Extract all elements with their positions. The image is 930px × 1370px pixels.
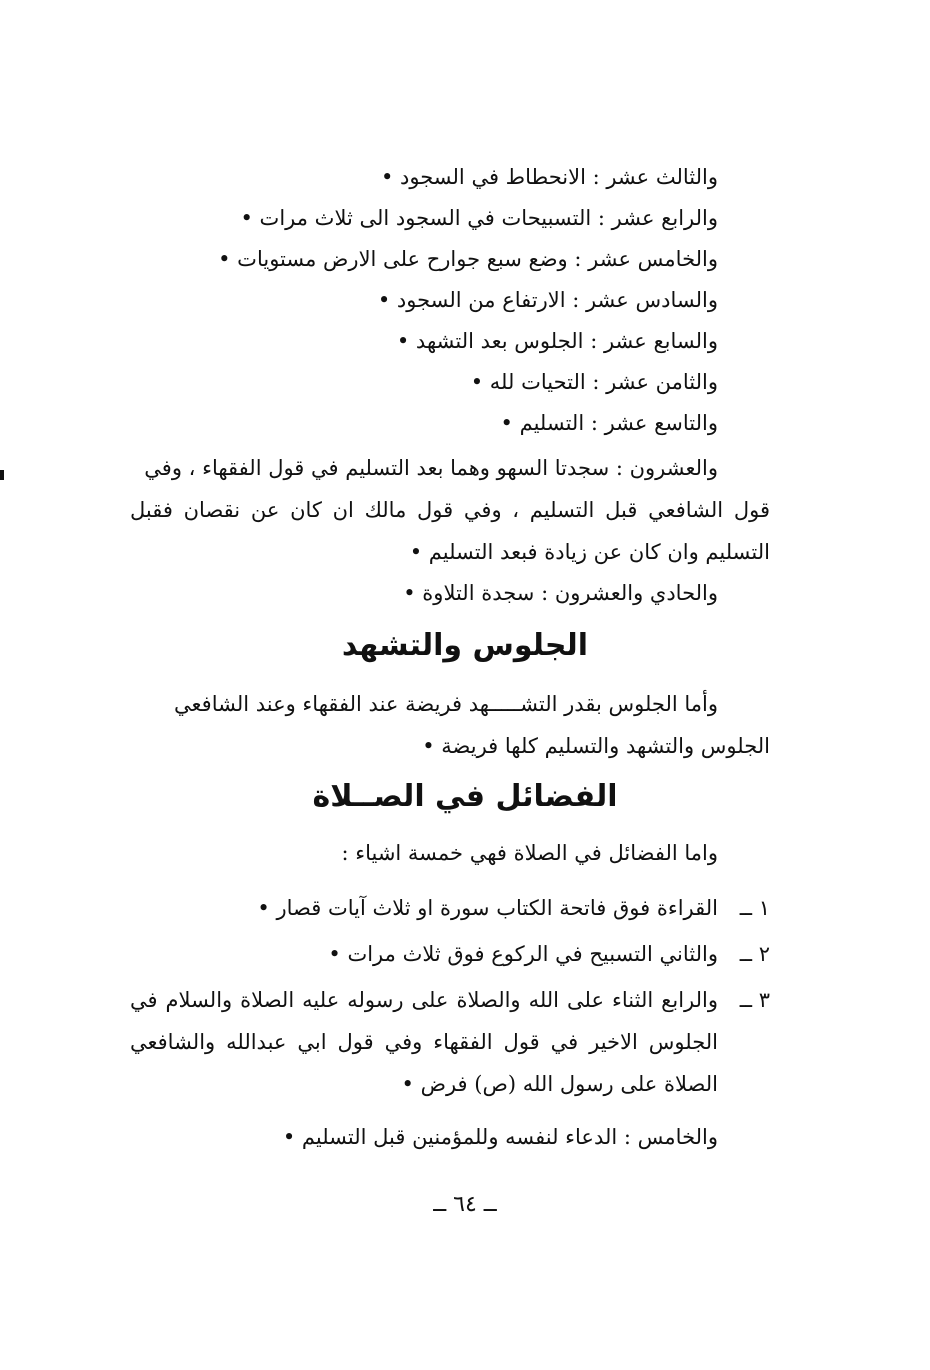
list-line-twenty-first: والحادي والعشرون : سجدة التلاوة • — [403, 581, 718, 605]
list-item-number: ٢ ــ — [739, 942, 770, 966]
paragraph-continuation: قول الشافعي قبل التسليم ، وفي قول مالك ان كان عن نقصان فقبل التسليم وان كان عن زيادة فبعد التسليم • — [130, 498, 770, 564]
section-heading-sitting: الجلوس والتشهد — [341, 628, 589, 663]
list-item — [130, 933, 770, 975]
margin-mark — [0, 470, 4, 480]
list-item-text: والرابع الثناء على الله والصلاة على رسوله عليه الصلاة والسلام في الجلوس الاخير في قول الفقهاء وفي قول ابي عبدالله والشافعي الصلاة على رسول الله (ص) فرض • — [130, 988, 718, 1096]
list-line: والسابع عشر : الجلوس بعد التشهد • — [396, 329, 718, 353]
list-item-text: القراءة فوق فاتحة الكتاب سورة او ثلاث آيات قصار • — [257, 896, 718, 920]
list-item-number: ١ ــ — [739, 896, 770, 920]
page-number: ــ ٦٤ ــ — [433, 1192, 497, 1217]
paragraph-twentieth — [130, 447, 770, 573]
paragraph-first-line: والعشرون : سجدتا السهو وهما بعد التسليم في قول الفقهاء ، وفي — [144, 456, 718, 480]
list-line: والثالث عشر : الانحطاط في السجود • — [380, 165, 718, 189]
list-line: والثامن عشر : التحيات لله • — [470, 370, 718, 394]
list-item — [130, 979, 770, 1105]
list-line: والسادس عشر : الارتفاع من السجود • — [377, 288, 718, 312]
closing-line: والخامس : الدعاء لنفسه وللمؤمنين قبل التسليم • — [282, 1125, 718, 1149]
list-line: والرابع عشر : التسبيحات في السجود الى ثلاث مرات • — [240, 206, 718, 230]
section-intro: واما الفضائل في الصلاة فهي خمسة اشياء : — [341, 841, 718, 865]
list-item-text: والثاني التسبيح في الركوع فوق ثلاث مرات • — [328, 942, 718, 966]
list-item-number: ٣ ــ — [739, 988, 770, 1012]
paragraph-continuation: الجلوس والتشهد والتسليم كلها فريضة • — [422, 734, 770, 758]
paragraph-first-line: وأما الجلوس بقدر التشـــــهد فريضة عند الفقهاء وعند الشافعي — [174, 692, 718, 716]
list-item — [130, 887, 770, 929]
list-line: والتاسع عشر : التسليم • — [500, 411, 718, 435]
paragraph-sitting — [130, 683, 770, 767]
list-line: والخامس عشر : وضع سبع جوارح على الارض مستويات • — [218, 247, 718, 271]
numbered-list-top — [158, 157, 718, 444]
section-heading-virtues: الفضائل في الصــلاة — [312, 779, 618, 814]
